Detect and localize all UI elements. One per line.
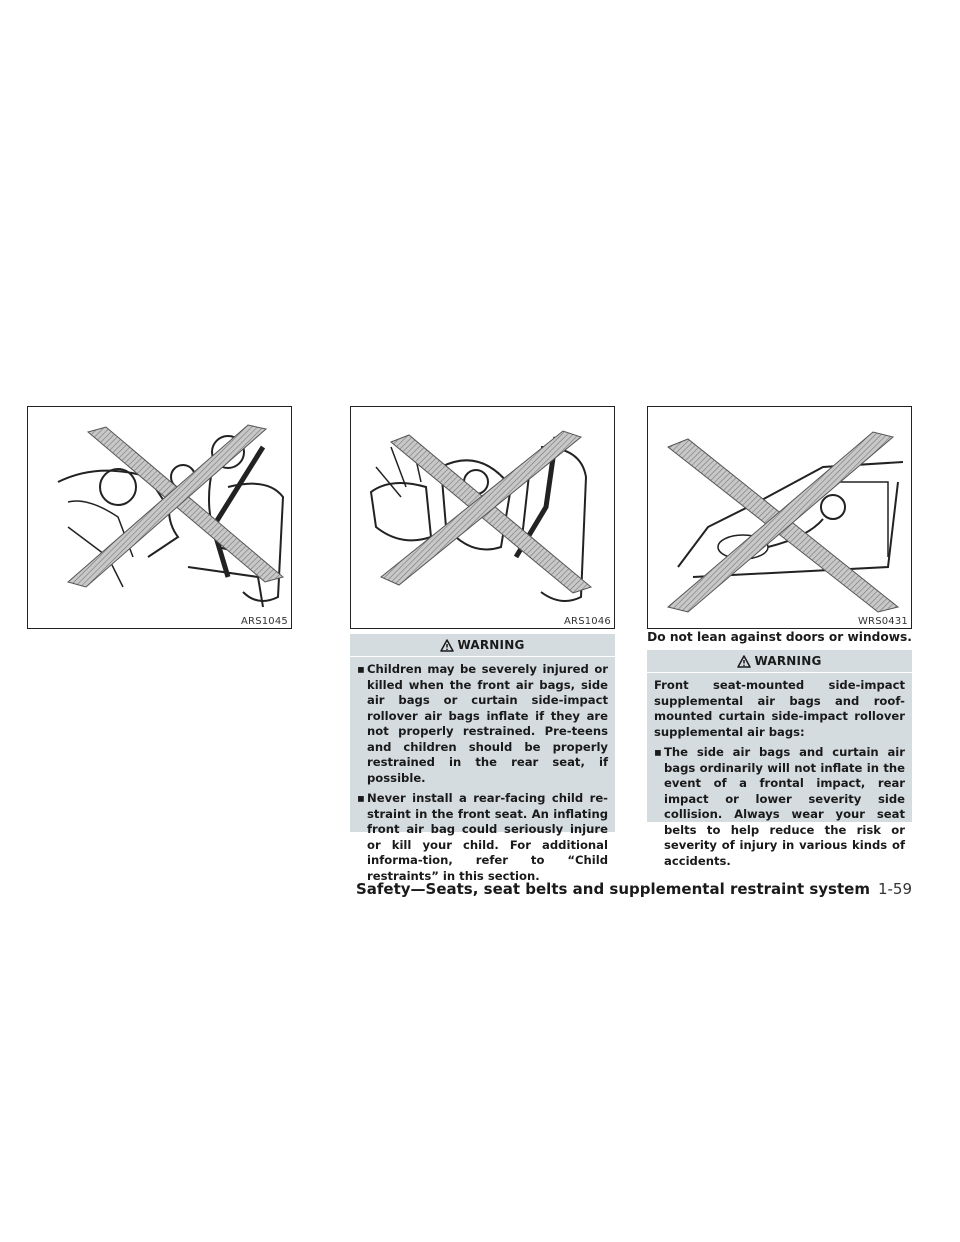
list-item: ▪ The side air bags and curtain air bags ordinarily will not inflate in the event of a frontal impact, rear impact or lower severity side collision. Always wear your seat belts to help reduce the risk or severity of injury in various kinds of accidents. bbox=[654, 745, 905, 868]
figure-code: ARS1045 bbox=[241, 616, 288, 627]
list-item: ▪ Never install a rear-facing child re-straint in the front seat. An inflating front air bag could seriously injure or kill your child. For additional informa-tion, refer to “Child restraints” in this section. bbox=[357, 791, 608, 883]
lean-against-door-prohibited-icon bbox=[648, 407, 912, 629]
warning-box-children bbox=[350, 634, 615, 883]
warning-label: WARNING bbox=[754, 654, 822, 668]
figure-code: WRS0431 bbox=[857, 616, 908, 627]
warning-intro: Front seat-mounted side-impact supplemental air bags and roof-mounted curtain side-impact rollover supplemental air bags: bbox=[654, 678, 905, 739]
list-item: ▪ Children may be severely injured or killed when the front air bags, side air bags or curtain side-impact rollover air bags inflate if they are not properly restrained. Pre-teens and children should be properly restrained in the rear seat, if possible. bbox=[357, 662, 608, 785]
figure-leaning-on-door bbox=[647, 406, 912, 629]
warning-item-text: Children may be severely injured or killed when the front air bags, side air bags or curtain side-impact rollover air bags inflate if they are not properly restrained. Pre-teens and children should be properly restrained in the rear seat, if possible. bbox=[367, 662, 608, 785]
page-footer bbox=[356, 880, 912, 898]
figure-child-seat-front bbox=[350, 406, 615, 629]
figure-child-on-lap bbox=[27, 406, 292, 629]
figure-code: ARS1046 bbox=[564, 616, 611, 627]
figure-caption: Do not lean against doors or windows. bbox=[647, 630, 912, 644]
warning-label: WARNING bbox=[457, 638, 525, 652]
warning-item-text: The side air bags and curtain air bags ordinarily will not inflate in the event of a frontal impact, rear impact or lower severity side collision. Always wear your seat belts to help reduce the risk or severity of injury in various kinds of accidents. bbox=[664, 745, 905, 868]
warning-heading bbox=[350, 634, 615, 657]
warning-heading bbox=[647, 650, 912, 673]
page-number: 1-59 bbox=[877, 880, 912, 898]
child-on-lap-prohibited-icon bbox=[28, 407, 292, 629]
warning-list bbox=[357, 662, 608, 884]
section-title: Safety—Seats, seat belts and supplemental restraint system bbox=[355, 880, 870, 898]
warning-triangle-icon bbox=[737, 655, 751, 668]
warning-box-side-airbags bbox=[647, 650, 912, 868]
warning-triangle-icon bbox=[440, 639, 454, 652]
child-seat-front-airbag-prohibited-icon bbox=[351, 407, 615, 629]
warning-list bbox=[654, 745, 905, 869]
warning-item-text: Never install a rear-facing child re-straint in the front seat. An inflating front air bag could seriously injure or kill your child. For additional informa-tion, refer to “Child restraints” in this section. bbox=[367, 791, 608, 883]
